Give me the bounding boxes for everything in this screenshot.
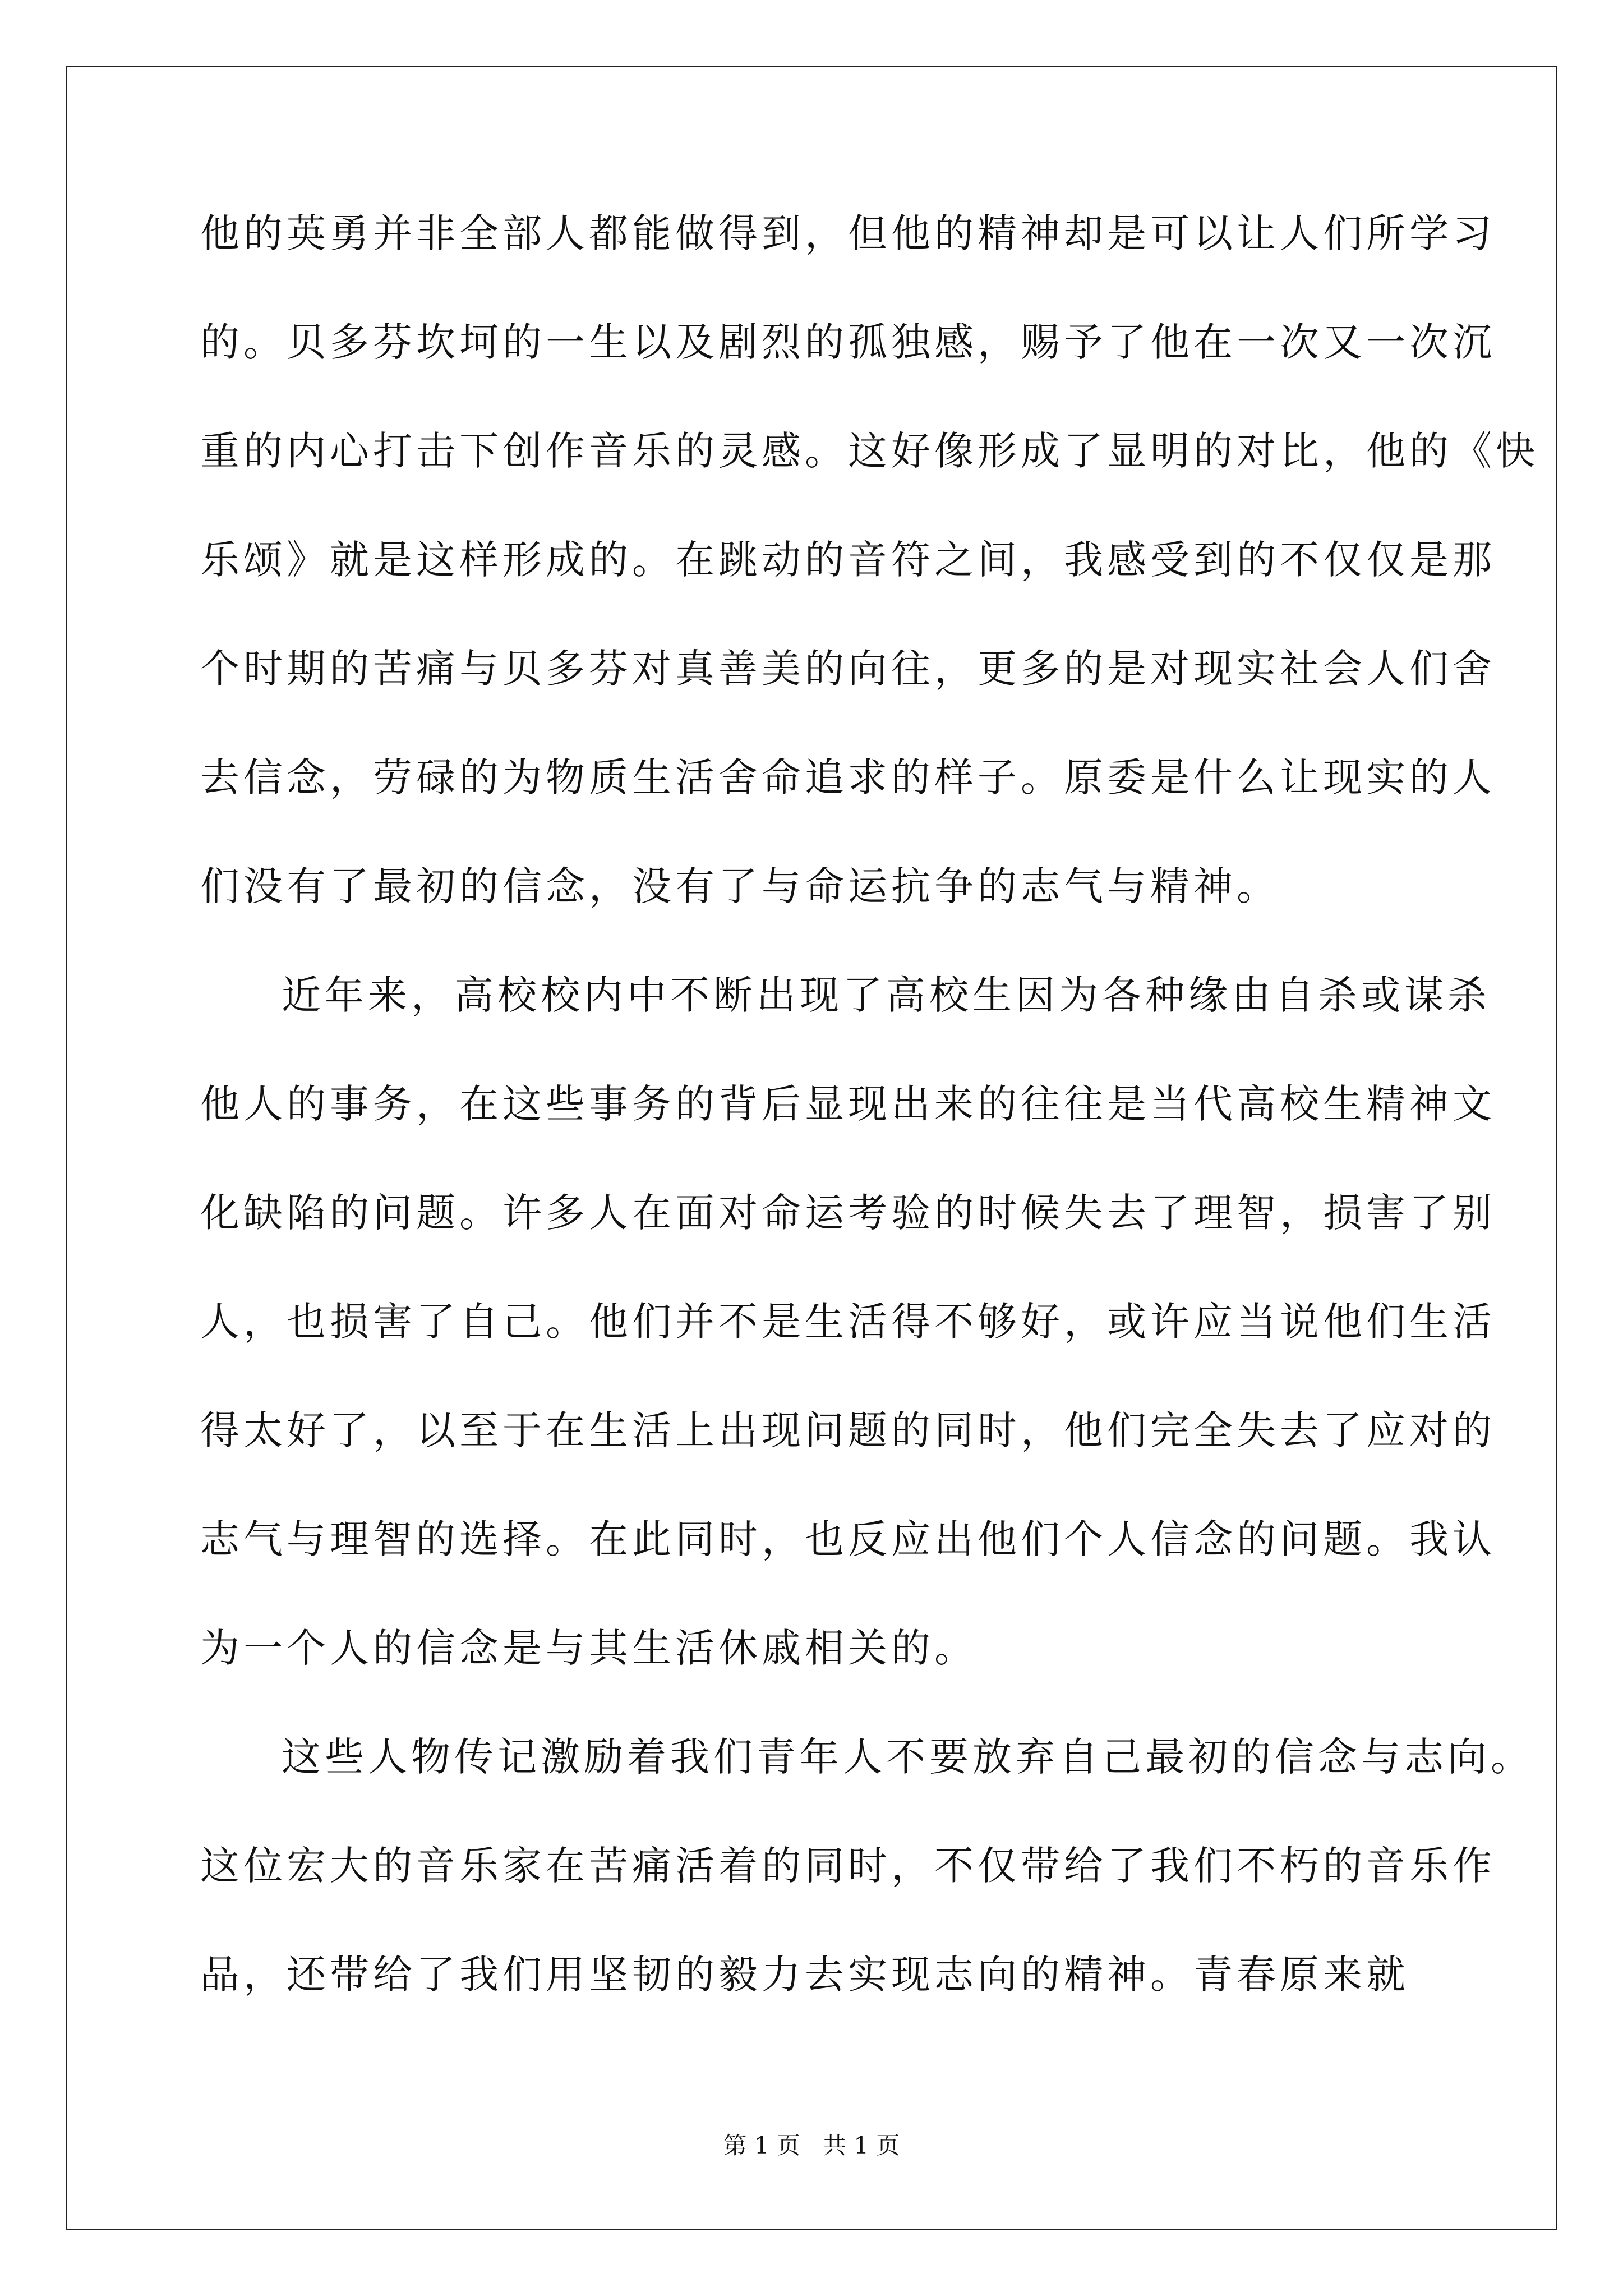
text-line: 们没有了最初的信念，没有了与命运抗争的志气与精神。 — [200, 863, 1280, 909]
page-border — [66, 66, 1557, 2230]
text-line: 去信念，劳碌的为物质生活舍命追求的样子。原委是什么让现实的人 — [200, 754, 1496, 800]
text-line: 人，也损害了自己。他们并不是生活得不够好，或许应当说他们生活 — [200, 1299, 1496, 1345]
text-line: 重的内心打击下创作音乐的灵感。这好像形成了显明的对比，他的《快 — [200, 428, 1539, 474]
page-footer — [0, 2129, 1623, 2162]
text-line: 他人的事务，在这些事务的背后显现出来的往往是当代高校生精神文 — [200, 1081, 1496, 1127]
text-line: 化缺陷的问题。许多人在面对命运考验的时候失去了理智，损害了别 — [200, 1190, 1496, 1236]
text-line: 这位宏大的音乐家在苦痛活着的同时，不仅带给了我们不朽的音乐作 — [200, 1843, 1496, 1889]
text-line: 个时期的苦痛与贝多芬对真善美的向往，更多的是对现实社会人们舍 — [200, 646, 1496, 692]
text-line: 为一个人的信念是与其生活休戚相关的。 — [200, 1625, 978, 1671]
text-line: 他的英勇并非全部人都能做得到，但他的精神却是可以让人们所学习 — [200, 210, 1496, 256]
text-line: 得太好了，以至于在生活上出现问题的同时，他们完全失去了应对的 — [200, 1407, 1496, 1453]
page-number: 第 1 页 — [723, 2132, 800, 2159]
text-line: 品，还带给了我们用坚韧的毅力去实现志向的精神。青春原来就 — [200, 1952, 1409, 1998]
text-line: 这些人物传记激励着我们青年人不要放弃自己最初的信念与志向。 — [282, 1734, 1534, 1780]
text-line: 乐颂》就是这样形成的。在跳动的音符之间，我感受到的不仅仅是那 — [200, 537, 1496, 583]
text-line: 志气与理智的选择。在此同时，也反应出他们个人信念的问题。我认 — [200, 1516, 1496, 1562]
text-line: 的。贝多芬坎坷的一生以及剧烈的孤独感，赐予了他在一次又一次沉 — [200, 319, 1496, 365]
page-total: 共 1 页 — [823, 2132, 900, 2159]
text-line: 近年来，高校校内中不断出现了高校生因为各种缘由自杀或谋杀 — [282, 972, 1491, 1018]
